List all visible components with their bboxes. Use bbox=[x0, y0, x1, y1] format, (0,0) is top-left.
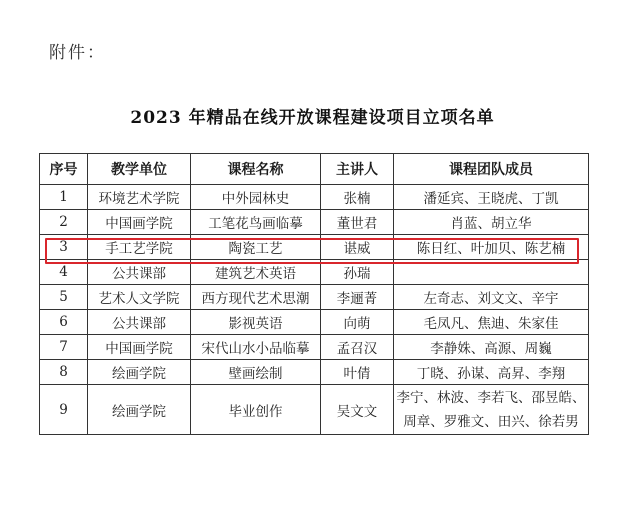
cell-team: 丁晓、孙谋、高昇、李翔 bbox=[394, 360, 589, 385]
table-row bbox=[40, 310, 589, 335]
attachment-label: 附件： bbox=[49, 43, 106, 63]
cell-team: 潘延宾、王晓虎、丁凯 bbox=[394, 185, 589, 210]
cell-unit: 环境艺术学院 bbox=[88, 185, 191, 210]
cell-course: 毕业创作 bbox=[191, 385, 321, 435]
cell-lecturer: 孙瑞 bbox=[321, 260, 394, 285]
project-list-table bbox=[39, 153, 589, 435]
cell-lecturer: 叶倩 bbox=[321, 360, 394, 385]
table-row bbox=[40, 210, 589, 235]
header-unit: 教学单位 bbox=[88, 154, 191, 185]
cell-course: 中外园林史 bbox=[191, 185, 321, 210]
cell-team: 李静姝、高源、周巍 bbox=[394, 335, 589, 360]
table-row bbox=[40, 185, 589, 210]
table-row bbox=[40, 260, 589, 285]
cell-team bbox=[394, 260, 589, 285]
cell-course: 陶瓷工艺 bbox=[191, 235, 321, 260]
cell-index: 5 bbox=[40, 285, 88, 310]
table-row bbox=[40, 385, 589, 435]
cell-team: 肖蓝、胡立华 bbox=[394, 210, 589, 235]
cell-index: 1 bbox=[40, 185, 88, 210]
table-row-highlighted bbox=[40, 235, 589, 260]
cell-index: 2 bbox=[40, 210, 88, 235]
cell-lecturer: 吴文文 bbox=[321, 385, 394, 435]
cell-lecturer: 孟召汉 bbox=[321, 335, 394, 360]
cell-course: 壁画绘制 bbox=[191, 360, 321, 385]
table-row bbox=[40, 360, 589, 385]
cell-unit: 绘画学院 bbox=[88, 360, 191, 385]
cell-unit: 手工艺学院 bbox=[88, 235, 191, 260]
cell-lecturer: 谌威 bbox=[321, 235, 394, 260]
header-index: 序号 bbox=[40, 154, 88, 185]
cell-course: 西方现代艺术思潮 bbox=[191, 285, 321, 310]
cell-index: 9 bbox=[40, 385, 88, 435]
cell-team: 李宁、林波、李若飞、邵昱皓、周章、罗雅文、田兴、徐若男 bbox=[394, 385, 589, 435]
cell-index: 3 bbox=[40, 235, 88, 260]
cell-course: 影视英语 bbox=[191, 310, 321, 335]
cell-team: 陈日红、叶加贝、陈艺楠 bbox=[394, 235, 589, 260]
header-team: 课程团队成员 bbox=[394, 154, 589, 185]
document-title: 2023 年精品在线开放课程建设项目立项名单 bbox=[130, 108, 495, 128]
cell-course: 宋代山水小品临摹 bbox=[191, 335, 321, 360]
cell-lecturer: 李逦菁 bbox=[321, 285, 394, 310]
table-row bbox=[40, 285, 589, 310]
cell-unit: 公共课部 bbox=[88, 310, 191, 335]
cell-course: 工笔花鸟画临摹 bbox=[191, 210, 321, 235]
cell-index: 6 bbox=[40, 310, 88, 335]
cell-team: 毛凤凡、焦迪、朱家佳 bbox=[394, 310, 589, 335]
table-header-row bbox=[40, 154, 589, 185]
cell-unit: 绘画学院 bbox=[88, 385, 191, 435]
cell-lecturer: 董世君 bbox=[321, 210, 394, 235]
cell-course: 建筑艺术英语 bbox=[191, 260, 321, 285]
table-row bbox=[40, 335, 589, 360]
cell-index: 4 bbox=[40, 260, 88, 285]
header-lecturer: 主讲人 bbox=[321, 154, 394, 185]
cell-team: 左奇志、刘文文、辛宇 bbox=[394, 285, 589, 310]
cell-index: 8 bbox=[40, 360, 88, 385]
cell-lecturer: 张楠 bbox=[321, 185, 394, 210]
cell-index: 7 bbox=[40, 335, 88, 360]
header-course: 课程名称 bbox=[191, 154, 321, 185]
cell-unit: 公共课部 bbox=[88, 260, 191, 285]
cell-unit: 中国画学院 bbox=[88, 335, 191, 360]
cell-unit: 艺术人文学院 bbox=[88, 285, 191, 310]
cell-lecturer: 向萌 bbox=[321, 310, 394, 335]
cell-unit: 中国画学院 bbox=[88, 210, 191, 235]
